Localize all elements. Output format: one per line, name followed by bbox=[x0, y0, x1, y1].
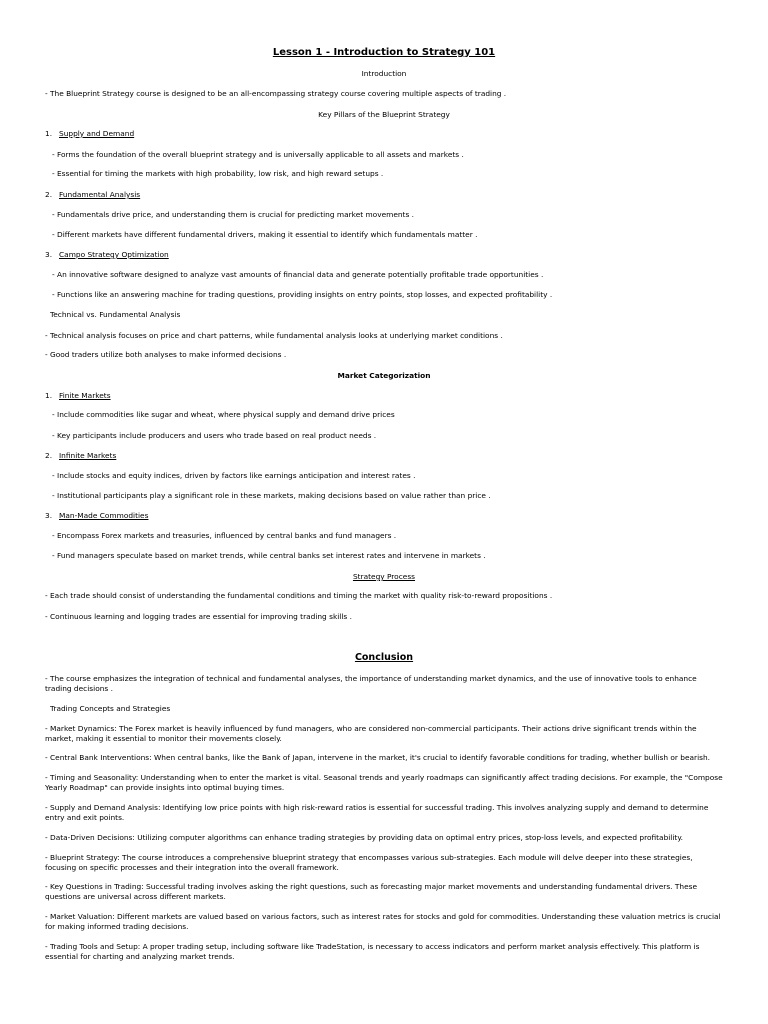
pillar-point: - Essential for timing the markets with high probability, low risk, and high reward setups . bbox=[52, 169, 384, 178]
pillar-number: 2. bbox=[45, 190, 53, 199]
pillar-item-3 bbox=[45, 250, 725, 260]
pillar-title: Campo Strategy Optimization bbox=[59, 250, 169, 259]
intro-paragraph: - The Blueprint Strategy course is designed to be an all-encompassing strategy course covering multiple aspects of trading . bbox=[45, 89, 507, 98]
concepts-heading: Trading Concepts and Strategies bbox=[50, 704, 171, 713]
tech-vs-fund-point: - Technical analysis focuses on price and chart patterns, while fundamental analysis looks at underlying market conditions . bbox=[45, 331, 503, 340]
market-number: 1. bbox=[45, 391, 53, 400]
pillar-number: 3. bbox=[45, 250, 53, 259]
market-point: - Encompass Forex markets and treasuries, influenced by central banks and fund managers . bbox=[52, 531, 397, 540]
conclusion-paragraph: - The course emphasizes the integration of technical and fundamental analyses, the importance of understanding market dynamics, and the use of innovative tools to enhance trading decisions . bbox=[45, 674, 697, 693]
market-title: Man-Made Commodities bbox=[59, 511, 149, 520]
pillar-number: 1. bbox=[45, 129, 53, 138]
pillar-title: Supply and Demand bbox=[59, 129, 135, 138]
concept-paragraph: - Blueprint Strategy: The course introduces a comprehensive blueprint strategy that encompasses various sub-strategies. Each module will delve deeper into these strategies, focusing on specific processes and their integration into the overall framework. bbox=[45, 853, 693, 872]
pillar-title: Fundamental Analysis bbox=[59, 190, 141, 199]
market-item-1 bbox=[45, 391, 725, 401]
market-point: - Key participants include producers and users who trade based on real product needs . bbox=[52, 431, 377, 440]
concept-paragraph: - Timing and Seasonality: Understanding when to enter the market is vital. Seasonal trends and yearly roadmaps can significantly affect trading decisions. For example, the "Compose Yearly Roadmap" can provide insights into optimal buying times. bbox=[45, 773, 723, 792]
introduction-heading: Introduction bbox=[361, 69, 407, 78]
market-point: - Include stocks and equity indices, driven by factors like earnings anticipation and interest rates . bbox=[52, 471, 416, 480]
concept-paragraph: - Market Dynamics: The Forex market is heavily influenced by fund managers, who are considered non-commercial participants. Their actions drive significant trends within the market, making it essential to monitor their movements closely. bbox=[45, 724, 697, 743]
pillar-item-1 bbox=[45, 129, 725, 139]
market-item-3 bbox=[45, 511, 725, 521]
pillar-point: - Different markets have different fundamental drivers, making it essential to identify which fundamentals matter . bbox=[52, 230, 478, 239]
concept-paragraph: - Data-Driven Decisions: Utilizing computer algorithms can enhance trading strategies by providing data on optimal entry prices, stop-loss levels, and expected profitability. bbox=[45, 833, 683, 842]
market-title: Finite Markets bbox=[59, 391, 111, 400]
concept-paragraph: - Supply and Demand Analysis: Identifying low price points with high risk-reward ratios is essential for successful trading. This involves analyzing supply and demand to determine entry and exit points. bbox=[45, 803, 709, 822]
market-number: 2. bbox=[45, 451, 53, 460]
market-categorization-heading: Market Categorization bbox=[337, 371, 431, 380]
pillar-point: - Forms the foundation of the overall blueprint strategy and is universally applicable to all assets and markets . bbox=[52, 150, 464, 159]
market-point: - Fund managers speculate based on market trends, while central banks set interest rates and intervene in markets . bbox=[52, 551, 486, 560]
pillar-point: - Fundamentals drive price, and understanding them is crucial for predicting market movements . bbox=[52, 210, 415, 219]
pillar-point: - Functions like an answering machine for trading questions, providing insights on entry points, stop losses, and expected profitability . bbox=[52, 290, 553, 299]
strategy-process-point: - Each trade should consist of understanding the fundamental conditions and timing the market with quality risk-to-reward propositions . bbox=[45, 591, 553, 600]
market-title: Infinite Markets bbox=[59, 451, 117, 460]
tech-vs-fund-heading: Technical vs. Fundamental Analysis bbox=[50, 310, 181, 319]
strategy-process-point: - Continuous learning and logging trades are essential for improving trading skills . bbox=[45, 612, 352, 621]
market-point: - Institutional participants play a significant role in these markets, making decisions based on value rather than price . bbox=[52, 491, 491, 500]
pillar-point: - An innovative software designed to analyze vast amounts of financial data and generate potentially profitable trade opportunities . bbox=[52, 270, 544, 279]
page-title: Lesson 1 - Introduction to Strategy 101 bbox=[272, 47, 496, 58]
market-point: - Include commodities like sugar and wheat, where physical supply and demand drive prices bbox=[52, 410, 395, 419]
concept-paragraph: - Central Bank Interventions: When central banks, like the Bank of Japan, intervene in the market, it's crucial to identify favorable conditions for trading, whether bullish or bearish. bbox=[45, 753, 711, 762]
pillars-heading: Key Pillars of the Blueprint Strategy bbox=[318, 110, 450, 119]
market-number: 3. bbox=[45, 511, 53, 520]
tech-vs-fund-point: - Good traders utilize both analyses to make informed decisions . bbox=[45, 350, 287, 359]
pillar-item-2 bbox=[45, 190, 725, 200]
concept-paragraph: - Trading Tools and Setup: A proper trading setup, including software like TradeStation, is necessary to access indicators and perform market analysis effectively. This platform is essential for charting and analyzing market trends. bbox=[45, 942, 700, 961]
strategy-process-heading: Strategy Process bbox=[352, 572, 416, 581]
concept-paragraph: - Market Valuation: Different markets are valued based on various factors, such as interest rates for stocks and gold for commodities. Understanding these valuation metrics is crucial for making informed trading decisions. bbox=[45, 912, 721, 931]
conclusion-heading: Conclusion bbox=[354, 652, 414, 663]
concept-paragraph: - Key Questions in Trading: Successful trading involves asking the right questions, such as forecasting major market movements and understanding fundamental drivers. These questions are universal across different markets. bbox=[45, 882, 698, 901]
market-item-2 bbox=[45, 451, 725, 461]
